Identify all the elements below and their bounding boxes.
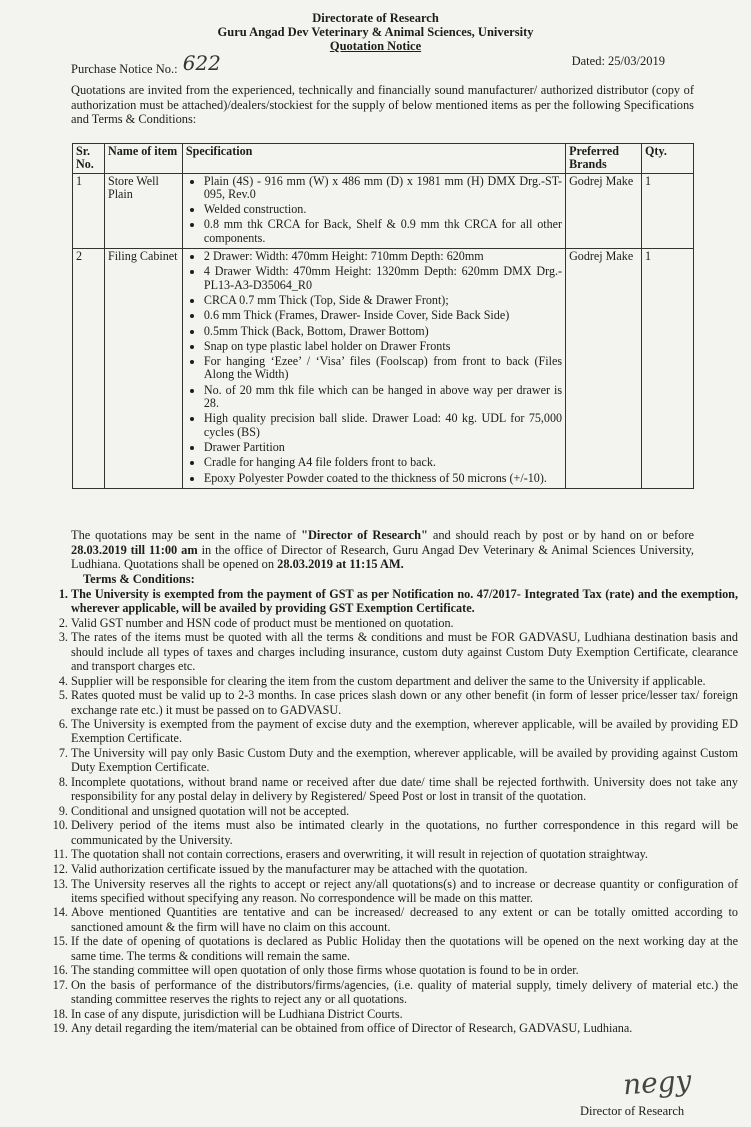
row-item-name: Store Well Plain	[104, 173, 182, 248]
specification-table	[72, 143, 694, 489]
spec-item: • For hanging ‘Ezee’ / ‘Visa’ files (Foolscap) from front to back (Files Along the Width)	[204, 355, 562, 382]
spec-item: • High quality precision ball slide. Drawer Load: 40 kg. UDL for 75,000 cycles (BS)	[204, 412, 562, 439]
term-item: 4. Supplier will be responsible for clearing the item from the custom department and deliver the same to the University if applicable.	[71, 674, 738, 688]
submission-text: and should reach by post or by hand on or before	[427, 528, 695, 542]
table-row	[73, 173, 694, 248]
specification-list	[186, 175, 562, 245]
row-qty: 1	[642, 249, 694, 489]
term-item: 9. Conditional and unsigned quotation will not be accepted.	[71, 804, 738, 818]
term-item: 12. Valid authorization certificate issued by the manufacturer may be attached with the quotation.	[71, 862, 738, 876]
header-specification: Specification	[182, 144, 565, 174]
term-item: 15. If the date of opening of quotations is declared as Public Holiday then the quotations will be opened on the next working day at the same time. The terms & conditions will remain the same.	[71, 934, 738, 963]
term-item: 7. The University will pay only Basic Custom Duty and the exemption, wherever applicable, will be availed by providing against Custom Duty Exemption Certificate.	[71, 746, 738, 775]
notice-date: Dated: 25/03/2019	[571, 54, 665, 68]
header-name-of-item: Name of item	[104, 144, 182, 174]
row-brand: Godrej Make	[566, 249, 642, 489]
spec-item: • Drawer Partition	[204, 441, 562, 454]
specification-list	[186, 250, 562, 485]
spec-item: • 0.5mm Thick (Back, Bottom, Drawer Bottom)	[204, 325, 562, 338]
term-item: 16. The standing committee will open quotation of only those firms whose quotation is found to be in order.	[71, 963, 738, 977]
term-item: 11. The quotation shall not contain corrections, erasers and overwriting, it will result in rejection of quotation straightway.	[71, 847, 738, 861]
term-item: 2. Valid GST number and HSN code of product must be mentioned on quotation.	[71, 616, 738, 630]
header-qty: Qty.	[642, 144, 694, 174]
purchase-notice-label: Purchase Notice No.:	[71, 62, 178, 76]
submission-text: in the office of Director of Research, Guru Angad Dev Veterinary & Animal Sciences University, Ludhiana. Quotations shall be opened on	[71, 542, 694, 571]
term-item: 10. Delivery period of the items must also be intimated clearly in the quotations, no further correspondence in this regard will be communicated by the University.	[71, 818, 738, 847]
term-item: 18. In case of any dispute, jurisdiction will be Ludhiana District Courts.	[71, 1007, 738, 1021]
term-item: 8. Incomplete quotations, without brand name or received after due date/ time shall be rejected forthwith. University does not take any responsibility for any postal delay in delivery by Registered/ Speed Post or lost in transit of the quotation.	[71, 775, 738, 804]
table-row	[73, 249, 694, 489]
term-item: 17. On the basis of performance of the distributors/firms/agencies, (i.e. quality of material supply, timely delivery of material etc.) the standing committee reserves the rights to reject any or all quotations.	[71, 978, 738, 1007]
spec-item: • Snap on type plastic label holder on Drawer Fronts	[204, 340, 562, 353]
terms-title: Terms & Conditions:	[83, 571, 195, 586]
purchase-notice-number: 622	[182, 51, 221, 75]
term-item: 6. The University is exempted from the payment of excise duty and the exemption, wherever applicable, will be availed by providing ED Exemption Certificate.	[71, 717, 738, 746]
spec-item: • No. of 20 mm thk file which can be hanged in above way per drawer is 28.	[204, 384, 562, 411]
row-sr-no: 1	[73, 173, 105, 248]
spec-item: • Welded construction.	[204, 203, 562, 216]
submission-deadline: 28.03.2019 till 11:00 am	[71, 542, 198, 557]
spec-item: • 2 Drawer: Width: 470mm Height: 710mm Depth: 620mm	[204, 250, 562, 263]
submission-addressee: "Director of Research"	[301, 528, 428, 542]
document-header	[0, 0, 751, 53]
row-brand: Godrej Make	[566, 173, 642, 248]
spec-item: • Plain (4S) - 916 mm (W) x 486 mm (D) x 1981 mm (H) DMX Drg.-ST-095, Rev.0	[204, 175, 562, 202]
spec-item: • 0.6 mm Thick (Frames, Drawer- Inside Cover, Side Back Side)	[204, 309, 562, 322]
spec-item: • CRCA 0.7 mm Thick (Top, Side & Drawer Front);	[204, 294, 562, 307]
row-sr-no: 2	[73, 249, 105, 489]
handwritten-signature: negy	[621, 1063, 693, 1102]
row-qty: 1	[642, 173, 694, 248]
header-sr-no: Sr. No.	[73, 144, 105, 174]
signatory-title: Director of Research	[580, 1104, 685, 1118]
university-title: Guru Angad Dev Veterinary & Animal Sciences, University	[217, 25, 534, 39]
notice-title: Quotation Notice	[329, 39, 422, 53]
purchase-notice	[71, 51, 221, 78]
submission-text: The quotations may be sent in the name of	[71, 528, 302, 542]
term-item: 1. The University is exempted from the payment of GST as per Notification no. 47/2017- Integrated Tax (rate) and the exemption, wherever applicable, will be availed by providing GST Exemption Certificate.	[71, 587, 738, 616]
table-header-row	[73, 144, 694, 174]
header-preferred-brands: Preferred Brands	[566, 144, 642, 174]
submission-paragraph	[71, 528, 694, 586]
terms-list	[27, 587, 738, 1036]
term-item: 3. The rates of the items must be quoted with all the terms & conditions and must be FOR GADVASU, Ludhiana destination basis and should include all types of taxes and charges including insurance, custom duty against Custom Duty Exemption Certificate, clearance and transport charges etc.	[71, 630, 738, 673]
intro-paragraph: Quotations are invited from the experienced, technically and financially sound manufacturer/ authorized distributor (copy of authorization must be attached)/dealers/stockiest for the supply of below mentioned items as per the following Specifications and Terms & Conditions:	[71, 83, 694, 126]
spec-item: • 0.8 mm thk CRCA for Back, Shelf & 0.9 mm thk CRCA for all other components.	[204, 218, 562, 245]
spec-item: • 4 Drawer Width: 470mm Height: 1320mm Depth: 620mm DMX Drg.-PL13-A3-D35064_R0	[204, 265, 562, 292]
spec-item: • Epoxy Polyester Powder coated to the thickness of 50 microns (+/-10).	[204, 472, 562, 485]
term-item: 14. Above mentioned Quantities are tentative and can be increased/ decreased to any extent or can be totally omitted according to sanctioned amount & the firm will have no claim on this account.	[71, 905, 738, 934]
opening-datetime: 28.03.2019 at 11:15 AM.	[277, 557, 404, 571]
term-item: 13. The University reserves all the rights to accept or reject any/all quotations(s) and to increase or decrease quantity or configuration of items specified without specifying any reason. No correspondence will be made on this matter.	[71, 877, 738, 906]
term-item: 5. Rates quoted must be valid up to 2-3 months. In case prices slash down or any other benefit (in form of lesser price/lesser tax/ foreign exchange rate etc.) it must be passed on to GADVASU.	[71, 688, 738, 717]
row-item-name: Filing Cabinet	[104, 249, 182, 489]
term-item: 19. Any detail regarding the item/material can be obtained from office of Director of Research, GADVASU, Ludhiana.	[71, 1021, 738, 1035]
row-specification	[182, 249, 565, 489]
spec-item: • Cradle for hanging A4 file folders front to back.	[204, 456, 562, 469]
row-specification	[182, 173, 565, 248]
directorate-title: Directorate of Research	[312, 11, 439, 25]
